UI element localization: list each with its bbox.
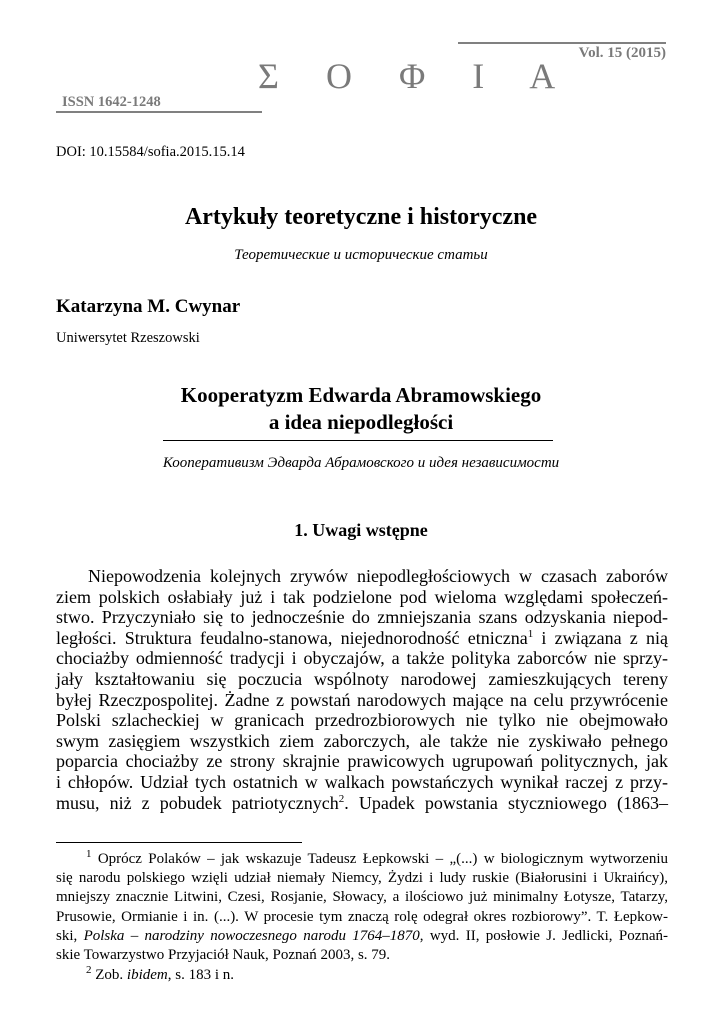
body-line: byłej Rzeczpospolitej. Żadne z powstań narodowych mające na celu przywrócenie: [56, 689, 668, 710]
article-subtitle: Кооперативизм Эдварда Абрамовского и идея независимости: [162, 455, 560, 471]
footnote-rule: [56, 842, 302, 843]
body-line: stwo. Przyczyniało się to jednocześnie do zmniejszania szans odzyskania niepod-: [56, 607, 668, 628]
footnote-text: ski,: [56, 927, 84, 944]
footnote-line: [56, 850, 668, 869]
body-line: [56, 628, 668, 649]
section-heading: 1. Uwagi wstępne: [294, 520, 428, 540]
section-title: Artykuły teoretyczne i historyczne: [184, 204, 538, 230]
title-rule: [163, 440, 553, 441]
body-line: Niepowodzenia kolejnych zrywów niepodległościowych w czasach zaborów: [88, 566, 668, 586]
header-rule-right: [458, 42, 666, 44]
body-line-text: i związana z nią: [533, 627, 668, 648]
footnote-number-2: 2: [86, 964, 92, 976]
body-paragraph: [56, 566, 668, 813]
body-line-text: . Upadek powstania styczniowego (1863–: [344, 792, 668, 813]
body-line: i chłopów. Udział tych ostatnich w walkach powstańczych wynikał raczej z przy-: [56, 771, 668, 792]
footnote-number-1: 1: [86, 848, 92, 860]
body-line: jały kształtowaniu się poczucia wspólnoty narodowej zamieszkujących tereny: [56, 668, 668, 689]
body-line-text: musu, niż z pobudek patriotycznych: [56, 792, 339, 813]
footnote-line: [56, 966, 668, 985]
volume-label: Vol. 15 (2015): [578, 45, 666, 61]
footnote-ibidem: ibidem: [126, 967, 168, 983]
body-line: chociażby odmienność tradycji i obyczajów, a także polityka zaborców nie sprzy-: [56, 648, 668, 669]
section-subtitle: Теоретические и исторические статьи: [234, 247, 488, 263]
header-rule-left: [56, 111, 262, 113]
article-title-line-2: a idea niepodległości: [268, 410, 454, 434]
author-affiliation: Uniwersytet Rzeszowski: [56, 330, 200, 346]
journal-logo: Σ Ο Φ Ι Α: [258, 56, 575, 96]
article-title: [0, 382, 722, 436]
body-line: Polski szlacheckiej w granicach przedrozbiorowych nie tylko nie obejmowało: [56, 710, 668, 731]
issn-label: ISSN 1642-1248: [62, 94, 161, 110]
footnote-text: , wyd. II, posłowie J. Jedlicki, Poznań-: [419, 927, 668, 944]
footnote-ref-1[interactable]: 1: [527, 627, 534, 640]
footnote-line: Prusowie, Ormianie i in. (...). W procesie tym znaczą rolę odegrał okres rozbiorowy”. T. Łepkow-: [56, 908, 668, 925]
footnote-line: mniejszy znacznie Litwini, Czesi, Rosjanie, Słowacy, a ilościowo już minimalny Łotysze, Tatarzy,: [56, 889, 668, 906]
footnote-2: [56, 966, 668, 985]
body-line: [56, 793, 668, 814]
footnote-text: Zob.: [91, 967, 127, 983]
footnote-line: się narodu polskiego wzięli udział niemały Niemcy, Żydzi i ludy ruskie (Białorusini i Ukraińcy),: [56, 870, 668, 887]
body-line-text: ległości. Struktura feudalno-stanowa, niejednorodność etniczna: [56, 627, 528, 648]
body-line: ziem polskich osłabiały już i tak podzielone pod wieloma względami społeczeń-: [56, 586, 668, 607]
footnote-text: , s. 183 i n.: [167, 967, 235, 983]
body-line: poparcia chociażby ze strony skrajnie prawicowych ugrupowań politycznych, jak: [56, 751, 668, 772]
article-title-line-1: Kooperatyzm Edwarda Abramowskiego: [180, 383, 542, 407]
doi-label[interactable]: DOI: 10.15584/sofia.2015.15.14: [56, 144, 245, 160]
footnote-line: [56, 927, 668, 946]
body-line: swym zasięgiem wszystkich ziem zaborczych, ale także nie zyskiwało pełnego: [56, 730, 668, 751]
footnote-ref-2[interactable]: 2: [338, 792, 345, 805]
footnote-book-title: Polska – narodziny nowoczesnego narodu 1764–1870: [83, 927, 420, 944]
footnote-line: skie Towarzystwo Przyjaciół Nauk, Poznań 2003, s. 79.: [56, 947, 391, 964]
footnote-text: Oprócz Polaków – jak wskazuje Tadeusz Łepkowski – „(...) w biologicznym wytworzeniu: [91, 851, 668, 867]
footnote-1: [56, 850, 668, 965]
author-name: Katarzyna M. Cwynar: [56, 296, 241, 317]
